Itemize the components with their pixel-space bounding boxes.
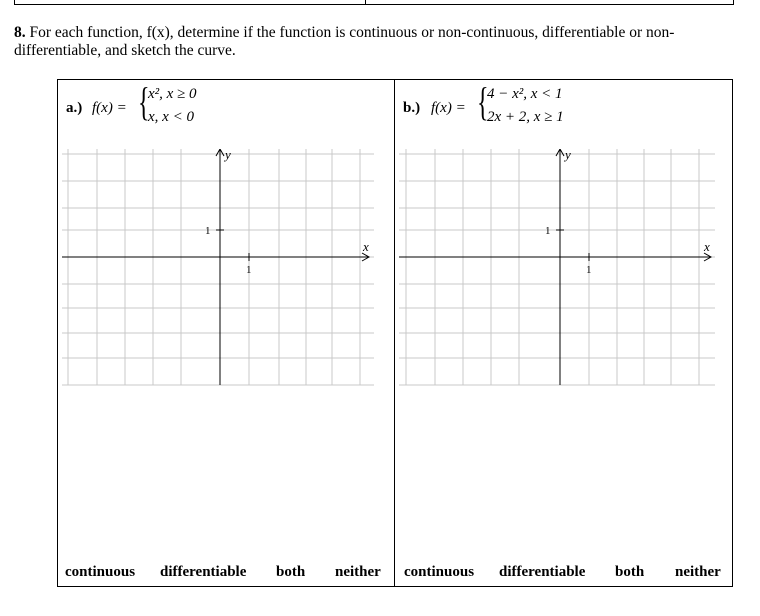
part-a-label: a.) (66, 100, 83, 116)
part-b-fx: f(x) = (431, 100, 466, 116)
part-b-label: b.) (403, 100, 421, 116)
part-b-option-neither[interactable]: neither (675, 564, 721, 580)
part-b-option-both[interactable]: both (615, 564, 645, 580)
part-b-x-label: x (704, 239, 710, 254)
part-b-x-tick: 1 (586, 264, 592, 276)
part-a-axes (62, 149, 369, 385)
part-a-option-continuous[interactable]: continuous (65, 564, 136, 580)
part-b-option-continuous[interactable]: continuous (404, 564, 475, 580)
question-text: For each function, f(x), determine if the function is continuous or non-continuous, differentiable or non-differentiable, and sketch the curve. (14, 24, 675, 59)
previous-question-border (14, 0, 734, 5)
part-b-option-differentiable[interactable]: differentiable (499, 564, 586, 580)
part-a-graph[interactable] (62, 149, 392, 461)
part-b-graph[interactable] (399, 149, 729, 461)
part-a-panel (57, 79, 395, 587)
part-b-panel (395, 79, 733, 587)
part-b-axes (399, 149, 711, 385)
part-a-y-tick: 1 (205, 225, 211, 237)
part-b-grid (399, 149, 715, 385)
part-a-y-label: y (225, 149, 231, 162)
part-a-fx: f(x) = (92, 100, 127, 116)
part-b-brace: { (477, 79, 489, 124)
part-a-option-neither[interactable]: neither (335, 564, 381, 580)
part-b-case-2: 2x + 2, x ≥ 1 (487, 109, 564, 125)
part-a-case-1: x², x ≥ 0 (148, 86, 197, 102)
part-b-y-label: y (565, 149, 571, 162)
part-a-option-both[interactable]: both (276, 564, 306, 580)
question-prompt (14, 24, 734, 60)
part-b-case-1: 4 − x², x < 1 (487, 86, 563, 102)
part-a-x-label: x (363, 239, 369, 254)
part-a-case-2: x, x < 0 (148, 109, 194, 125)
question-number: 8. (14, 24, 26, 41)
part-a-x-tick: 1 (246, 264, 252, 276)
part-a-brace: { (138, 79, 150, 124)
part-a-option-differentiable[interactable]: differentiable (160, 564, 247, 580)
part-b-y-tick: 1 (545, 225, 551, 237)
part-a-grid (62, 149, 374, 385)
